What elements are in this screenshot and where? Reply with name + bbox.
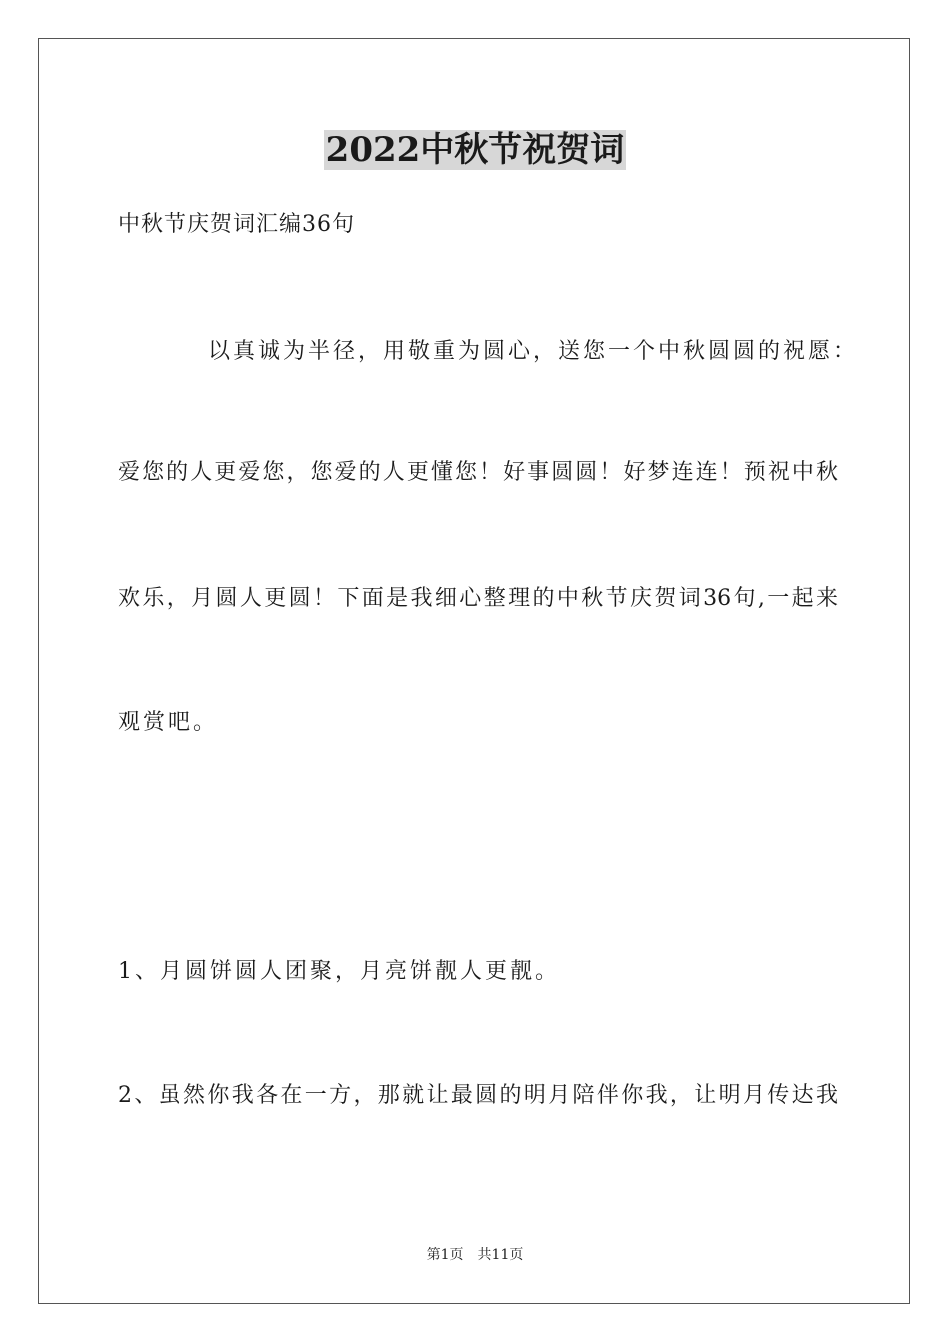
page-footer: 第1页 共11页 (426, 1247, 524, 1263)
list-item-2: 2、虽然你我各在一方，那就让最圆的明月陪伴你我，让明月传达我 (118, 1083, 838, 1108)
intro-line-2: 爱您的人更爱您，您爱的人更懂您！好事圆圆！好梦连连！预祝中秋 (118, 460, 838, 485)
document-subtitle: 中秋节庆贺词汇编36句 (118, 212, 355, 237)
intro-line-4: 观赏吧。 (118, 710, 219, 735)
document-title-text: 2022中秋节祝贺词 (325, 130, 625, 170)
intro-line-1: 以真诚为半径，用敬重为圆心，送您一个中秋圆圆的祝愿： (208, 339, 859, 364)
document-title (0, 128, 950, 172)
intro-line-3: 欢乐，月圆人更圆！下面是我细心整理的中秋节庆贺词36句,一起来 (118, 586, 838, 611)
list-item-1: 1、月圆饼圆人团聚，月亮饼靓人更靓。 (118, 959, 560, 984)
